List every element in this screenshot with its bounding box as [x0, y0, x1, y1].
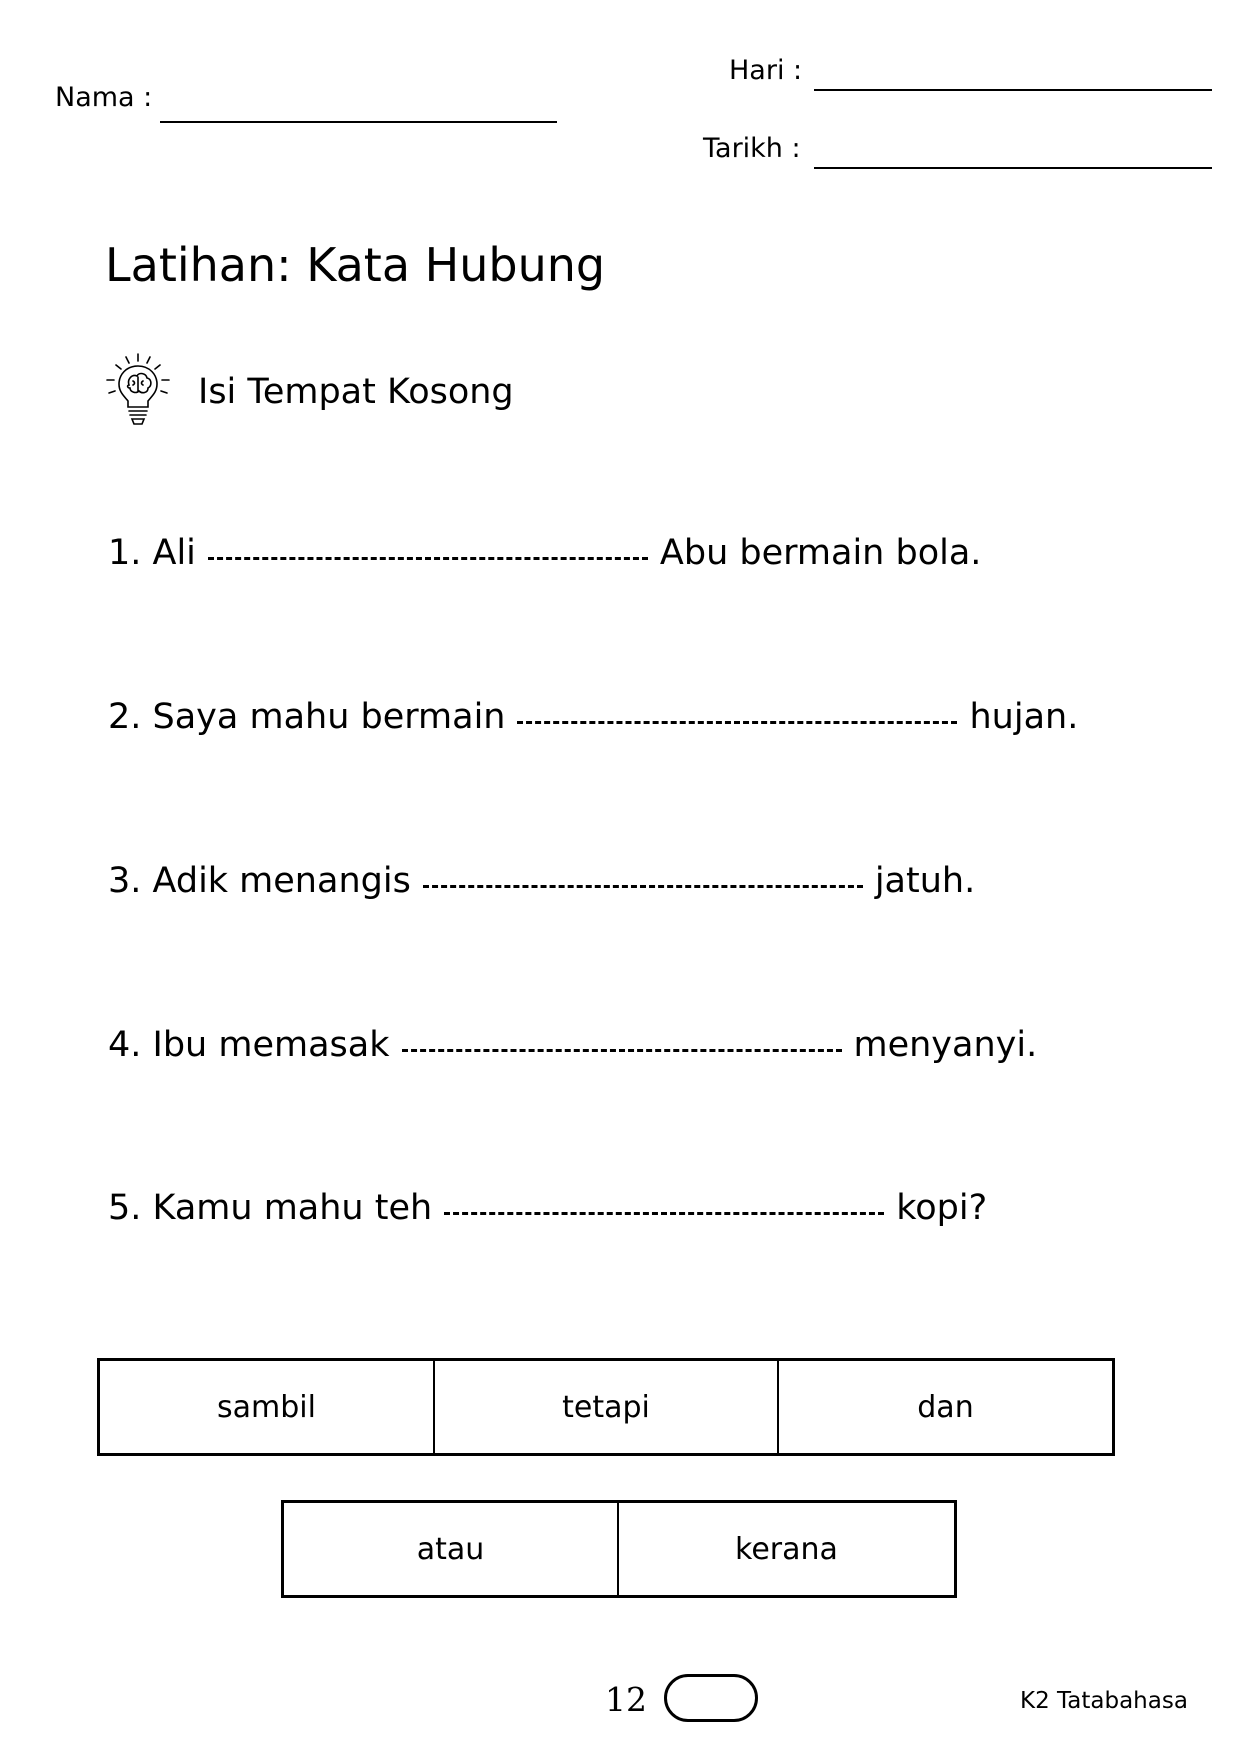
word-dan: dan [778, 1360, 1114, 1455]
question-3-before: 3. Adik menangis [108, 861, 411, 901]
answer-blank-5[interactable] [444, 1212, 884, 1215]
page-title: Latihan: Kata Hubung [105, 238, 606, 292]
page-number: 12 [605, 1680, 647, 1719]
tarikh-field[interactable] [814, 167, 1212, 169]
tarikh-label: Tarikh : [703, 133, 801, 164]
question-1 [108, 533, 981, 573]
word-atau: atau [283, 1502, 619, 1597]
nama-field[interactable] [160, 121, 557, 123]
answer-blank-4[interactable] [402, 1049, 842, 1052]
question-4 [108, 1025, 1037, 1065]
nama-label: Nama : [55, 82, 153, 113]
instruction-text: Isi Tempat Kosong [198, 372, 514, 412]
answer-blank-2[interactable] [517, 721, 957, 724]
answer-blank-3[interactable] [423, 885, 863, 888]
question-3-after: jatuh. [874, 861, 976, 901]
word-kerana: kerana [618, 1502, 956, 1597]
question-1-before: 1. Ali [108, 533, 196, 573]
word-sambil: sambil [99, 1360, 435, 1455]
question-4-before: 4. Ibu memasak [108, 1025, 390, 1065]
hari-label: Hari : [729, 55, 803, 86]
question-3 [108, 861, 975, 901]
answer-blank-1[interactable] [208, 557, 648, 560]
question-1-after: Abu bermain bola. [659, 533, 982, 573]
question-2-before: 2. Saya mahu bermain [108, 697, 506, 737]
question-5-before: 5. Kamu mahu teh [108, 1188, 433, 1228]
lightbulb-brain-icon [102, 350, 174, 430]
word-bank-row-1 [97, 1358, 1115, 1456]
question-2-after: hujan. [969, 697, 1079, 737]
score-box[interactable] [664, 1674, 758, 1722]
word-bank-row-2 [281, 1500, 957, 1598]
word-tetapi: tetapi [434, 1360, 778, 1455]
footer-subject: K2 Tatabahasa [1020, 1688, 1188, 1714]
hari-field[interactable] [814, 89, 1212, 91]
question-5 [108, 1188, 987, 1228]
question-4-after: menyanyi. [853, 1025, 1038, 1065]
question-5-after: kopi? [896, 1188, 988, 1228]
question-2 [108, 697, 1078, 737]
